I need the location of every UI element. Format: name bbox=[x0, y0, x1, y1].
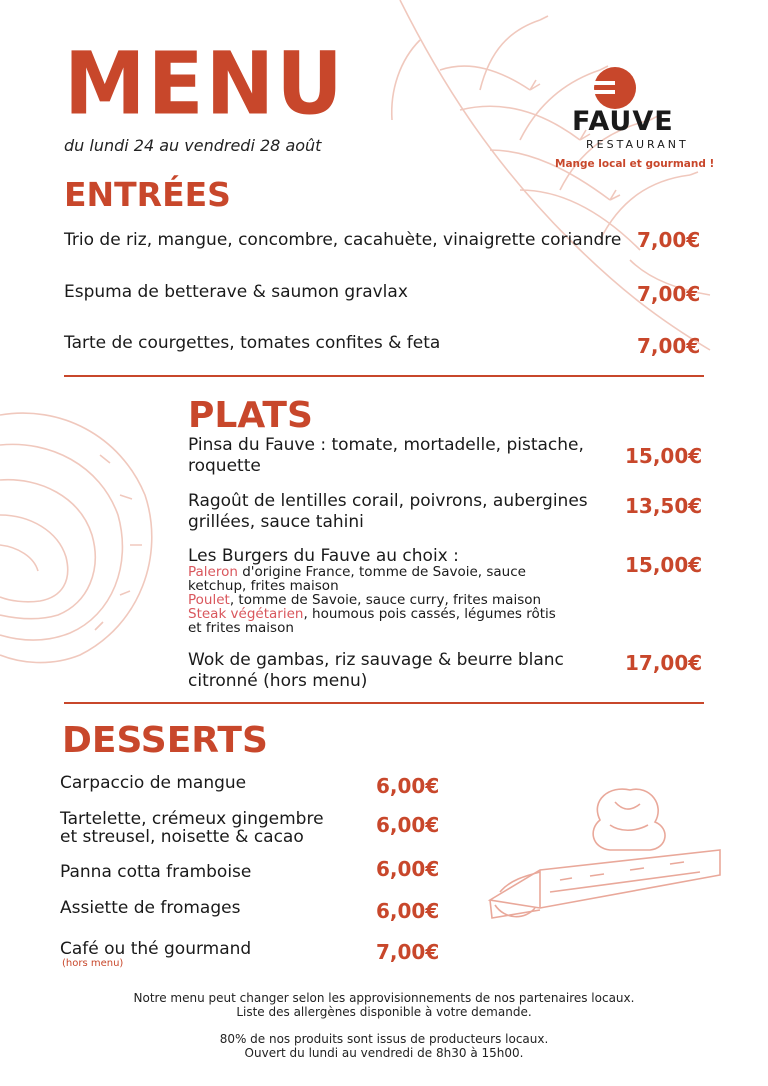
entree-price: 7,00€ bbox=[637, 228, 701, 252]
plat-line: Ragoût de lentilles corail, poivrons, aubergines bbox=[188, 491, 588, 511]
plat-line: Pinsa du Fauve : tomate, mortadelle, pistache, bbox=[188, 435, 584, 455]
dessert-name: Panna cotta framboise bbox=[60, 862, 252, 882]
section-divider bbox=[64, 702, 704, 704]
burger-option-desc: , tomme de Savoie, sauce curry, frites maison bbox=[229, 592, 542, 608]
footer-line: 80% de nos produits sont issus de producteurs locaux. bbox=[219, 1032, 549, 1046]
burger-option-name: Poulet bbox=[188, 592, 230, 608]
restaurant-logo bbox=[555, 66, 715, 176]
burger-option-desc: d'origine France, tomme de Savoie, sauce bbox=[237, 564, 526, 580]
plat-price: 13,50€ bbox=[625, 494, 703, 518]
footer-notice bbox=[0, 991, 768, 1019]
burger-option-desc: et frites maison bbox=[188, 620, 294, 636]
burger-option bbox=[188, 607, 608, 635]
plat-name bbox=[188, 435, 584, 477]
dessert-price: 6,00€ bbox=[376, 899, 440, 923]
plat-line: grillées, sauce tahini bbox=[188, 512, 364, 532]
dessert-name: Carpaccio de mangue bbox=[60, 773, 247, 793]
entree-price: 7,00€ bbox=[637, 334, 701, 358]
dessert-name: Assiette de fromages bbox=[60, 898, 241, 918]
dessert-name bbox=[60, 810, 324, 846]
burger-option bbox=[188, 593, 608, 607]
plat-price: 15,00€ bbox=[625, 444, 703, 468]
burger-option-desc: , houmous pois cassés, légumes rôtis bbox=[303, 606, 556, 622]
dessert-line: Tartelette, crémeux gingembre bbox=[60, 809, 324, 829]
menu-dates: du lundi 24 au vendredi 28 août bbox=[64, 136, 322, 155]
plat-name bbox=[188, 650, 564, 692]
dessert-price: 7,00€ bbox=[376, 940, 440, 964]
logo-subtitle: RESTAURANT bbox=[586, 138, 689, 151]
dessert-price: 6,00€ bbox=[376, 857, 440, 881]
entree-name: Trio de riz, mangue, concombre, cacahuète, vinaigrette coriandre bbox=[64, 230, 622, 250]
hors-menu-note: (hors menu) bbox=[62, 958, 124, 969]
dessert-price: 6,00€ bbox=[376, 774, 440, 798]
shell-illustration bbox=[0, 405, 160, 665]
logo-tagline: Mange local et gourmand ! bbox=[555, 158, 715, 170]
footer-info bbox=[0, 1032, 768, 1060]
entree-name: Espuma de betterave & saumon gravlax bbox=[64, 282, 408, 302]
burger-block bbox=[188, 547, 608, 635]
entree-price: 7,00€ bbox=[637, 282, 701, 306]
footer-line: Liste des allergènes disponible à votre demande. bbox=[236, 1005, 532, 1019]
entree-name: Tarte de courgettes, tomates confites & feta bbox=[64, 333, 441, 353]
plat-line: citronné (hors menu) bbox=[188, 671, 368, 691]
logo-mark-icon bbox=[593, 66, 637, 110]
plat-line: roquette bbox=[188, 456, 261, 476]
burger-price: 15,00€ bbox=[625, 553, 703, 577]
menu-title: MENU bbox=[64, 34, 345, 135]
section-title-entrees: ENTRÉES bbox=[64, 175, 231, 214]
plat-name bbox=[188, 491, 588, 533]
dessert-name: Café ou thé gourmand bbox=[60, 939, 252, 959]
section-title-plats: PLATS bbox=[188, 395, 313, 436]
pie-illustration bbox=[480, 780, 730, 930]
burger-option bbox=[188, 565, 608, 593]
footer-line: Notre menu peut changer selon les approvisionnements de nos partenaires locaux. bbox=[133, 991, 635, 1005]
burger-option-name: Steak végétarien bbox=[188, 606, 304, 622]
section-title-desserts: DESSERTS bbox=[62, 720, 268, 761]
burger-option-desc: ketchup, frites maison bbox=[188, 578, 339, 594]
plat-line: Wok de gambas, riz sauvage & beurre blanc bbox=[188, 650, 564, 670]
dessert-line: et streusel, noisette & cacao bbox=[60, 827, 304, 847]
section-divider bbox=[64, 375, 704, 377]
footer-line: Ouvert du lundi au vendredi de 8h30 à 15h00. bbox=[244, 1046, 524, 1060]
dessert-price: 6,00€ bbox=[376, 813, 440, 837]
burger-heading: Les Burgers du Fauve au choix : bbox=[188, 546, 459, 566]
burger-option-name: Paleron bbox=[188, 564, 238, 580]
logo-name: FAUVE bbox=[572, 106, 674, 137]
herb-illustration bbox=[380, 0, 720, 360]
plat-price: 17,00€ bbox=[625, 651, 703, 675]
